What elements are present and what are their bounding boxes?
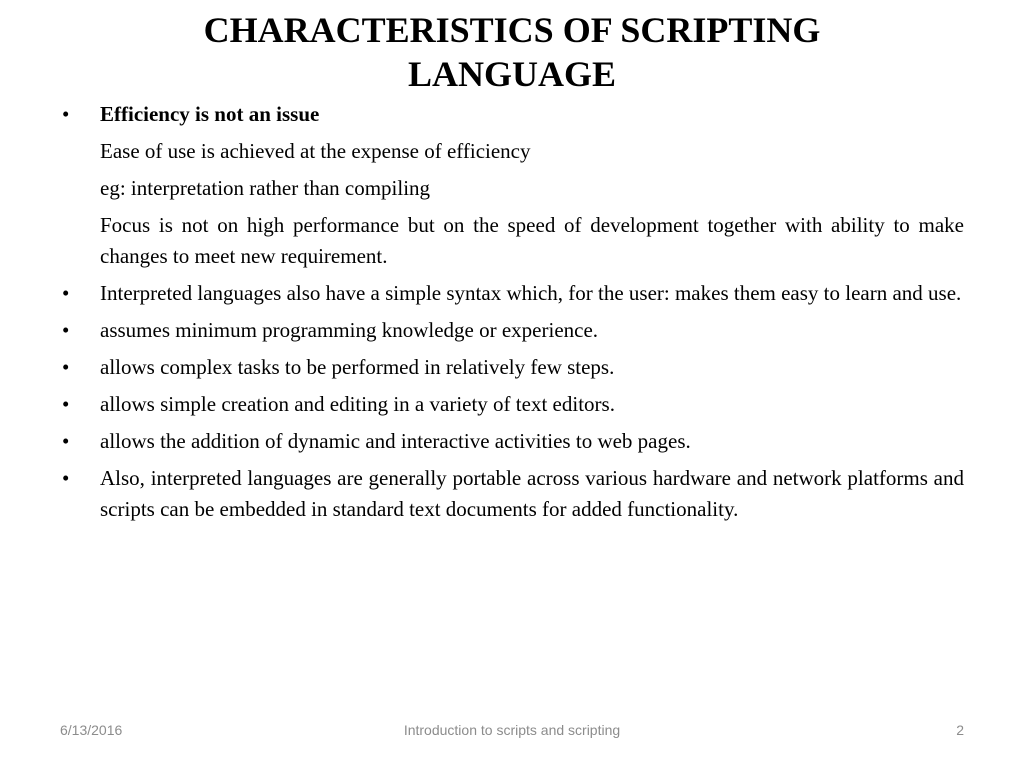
- bullet-text: Interpreted languages also have a simple syntax which, for the user: makes them easy to learn and use.: [100, 281, 962, 305]
- bullet-item: [62, 463, 964, 525]
- bullet-item: [62, 278, 964, 309]
- bullet-item: [62, 389, 964, 420]
- sub-point: Focus is not on high performance but on the speed of development together with ability to make changes to meet new requirement.: [100, 213, 964, 268]
- bullet-icon: •: [62, 102, 70, 126]
- bullet-item: [62, 426, 964, 457]
- slide-title-line1: CHARACTERISTICS OF SCRIPTING: [203, 10, 821, 50]
- bullet-icon: •: [62, 355, 70, 379]
- bullet-item: [62, 315, 964, 346]
- bullet-text: Also, interpreted languages are generally portable across various hardware and network platforms and scripts can be embedded in standard text documents for added functionality.: [100, 466, 964, 521]
- bullet-icon: •: [62, 429, 70, 453]
- slide-title: [100, 8, 924, 96]
- footer-page-number: 2: [956, 722, 964, 738]
- bullet-heading: Efficiency is not an issue: [100, 102, 320, 126]
- bullet-item: [62, 352, 964, 383]
- bullet-icon: •: [62, 281, 70, 305]
- bullet-text: allows the addition of dynamic and interactive activities to web pages.: [100, 429, 691, 453]
- bullet-item-efficiency: [62, 99, 964, 272]
- footer-title: Introduction to scripts and scripting: [403, 722, 621, 738]
- footer-date: 6/13/2016: [60, 722, 123, 738]
- bullet-list: [62, 99, 964, 531]
- sub-point: eg: interpretation rather than compiling: [100, 176, 431, 200]
- bullet-icon: •: [62, 318, 70, 342]
- bullet-text: assumes minimum programming knowledge or experience.: [100, 318, 599, 342]
- bullet-icon: •: [62, 392, 70, 416]
- sub-point: Ease of use is achieved at the expense of efficiency: [100, 139, 531, 163]
- bullet-text: allows complex tasks to be performed in relatively few steps.: [100, 355, 615, 379]
- slide-title-line2: LANGUAGE: [407, 54, 617, 94]
- bullet-icon: •: [62, 466, 70, 490]
- bullet-text: allows simple creation and editing in a variety of text editors.: [100, 392, 615, 416]
